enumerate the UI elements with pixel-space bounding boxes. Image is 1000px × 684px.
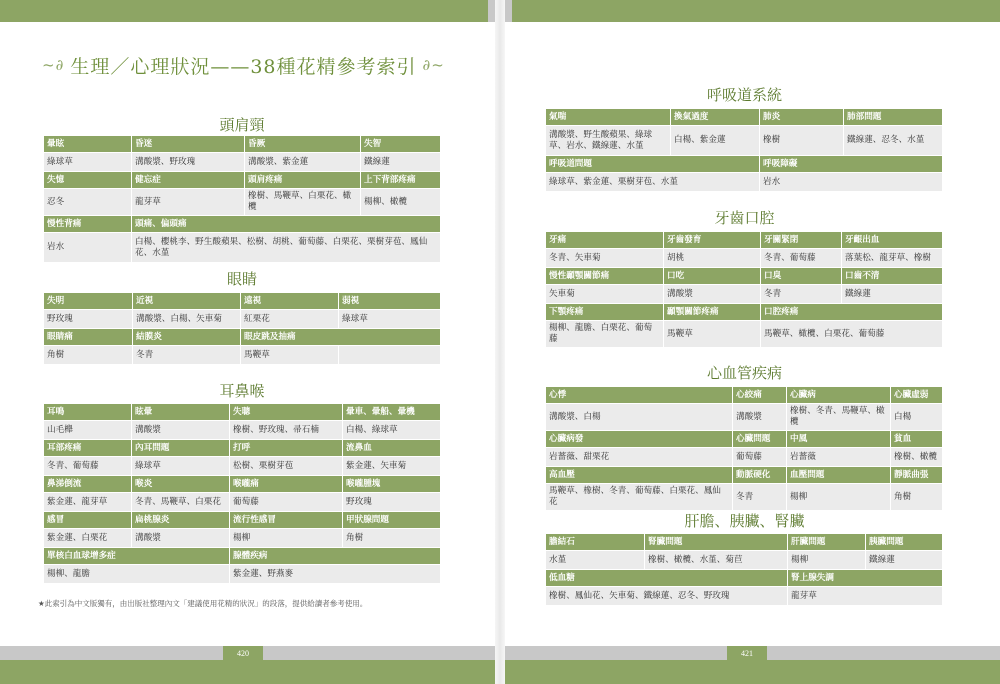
table-row bbox=[546, 173, 943, 192]
table-row bbox=[44, 404, 441, 421]
header-cell: 扁桃腺炎 bbox=[132, 512, 230, 529]
empty-cell bbox=[339, 346, 441, 365]
table-row bbox=[44, 216, 441, 233]
value-cell: 水堇 bbox=[546, 551, 645, 570]
right-swirl-icon: ∂~ bbox=[422, 56, 445, 74]
value-cell: 松樹、栗樹芽苞 bbox=[230, 457, 343, 476]
table-row bbox=[44, 329, 441, 346]
header-cell: 高血壓 bbox=[546, 467, 733, 484]
header-cell: 失憶 bbox=[44, 172, 132, 189]
value-cell: 橡樹、野玫瑰、帚石楠 bbox=[230, 421, 343, 440]
value-cell: 楊柳、龍膽、白栗花、葡萄藤 bbox=[546, 321, 664, 348]
footnote: ★此索引為中文版獨有，由出版社整理內文「建議使用花精的狀況」的段落，提供給讀者參考使用。 bbox=[38, 599, 368, 608]
header-cell: 肺炎 bbox=[760, 109, 844, 126]
value-cell: 綠球草、紫金蓮、栗樹芽苞、水堇 bbox=[546, 173, 760, 192]
value-cell: 橡樹、冬青、馬鞭草、橄欖 bbox=[787, 404, 891, 431]
value-cell: 葡萄藤 bbox=[733, 448, 787, 467]
value-cell: 橡樹、馬鞭草、白栗花、橄欖 bbox=[245, 189, 361, 216]
table-row bbox=[546, 570, 943, 587]
section-title-organ: 肝膽、胰臟、腎臟 bbox=[684, 512, 805, 530]
table-row bbox=[44, 493, 441, 512]
header-cell: 呼吸障礙 bbox=[760, 156, 943, 173]
table-row bbox=[44, 233, 441, 263]
header-cell: 動脈硬化 bbox=[733, 467, 787, 484]
header-cell: 貧血 bbox=[891, 431, 943, 448]
value-cell: 鐵線蓮 bbox=[361, 153, 441, 172]
value-cell: 野玫瑰 bbox=[343, 493, 441, 512]
right-page bbox=[505, 22, 1000, 646]
header-cell: 心臟虛弱 bbox=[891, 387, 943, 404]
value-cell: 溝酸漿 bbox=[733, 404, 787, 431]
book-gutter bbox=[495, 0, 505, 684]
header-cell: 昏迷 bbox=[132, 136, 245, 153]
table-row bbox=[44, 565, 441, 584]
header-cell: 牙關緊閉 bbox=[761, 232, 842, 249]
value-cell: 冬青、馬鞭草、白栗花 bbox=[132, 493, 230, 512]
value-cell: 角樹 bbox=[891, 484, 943, 511]
header-cell: 氣喘 bbox=[546, 109, 671, 126]
header-cell: 頭痛、偏頭痛 bbox=[132, 216, 441, 233]
page-title: ~∂ 生理／心理狀況——38種花精參考索引 ∂~ bbox=[42, 55, 445, 78]
value-cell: 冬青 bbox=[133, 346, 241, 365]
value-cell: 冬青、葡萄藤 bbox=[44, 457, 132, 476]
table-row bbox=[44, 476, 441, 493]
value-cell: 白楊、紫金蓮 bbox=[671, 126, 760, 156]
value-cell: 綠球草 bbox=[132, 457, 230, 476]
header-cell: 肺部問題 bbox=[844, 109, 943, 126]
table-row bbox=[546, 249, 943, 268]
table-row bbox=[44, 189, 441, 216]
value-cell: 綠球草 bbox=[44, 153, 132, 172]
value-cell: 紫金蓮、矢車菊 bbox=[343, 457, 441, 476]
header-cell: 腺體疾病 bbox=[230, 548, 441, 565]
header-cell: 遠視 bbox=[241, 293, 339, 310]
value-cell: 白楊 bbox=[891, 404, 943, 431]
table-row bbox=[44, 172, 441, 189]
value-cell: 溝酸漿、野生酸蘋果、綠球草、岩水、鐵線蓮、水堇 bbox=[546, 126, 671, 156]
header-cell: 健忘症 bbox=[132, 172, 245, 189]
header-cell: 膽結石 bbox=[546, 534, 645, 551]
header-cell: 牙痛 bbox=[546, 232, 664, 249]
value-cell: 冬青、矢車菊 bbox=[546, 249, 664, 268]
table-head bbox=[43, 135, 441, 263]
header-cell: 換氣過度 bbox=[671, 109, 760, 126]
value-cell: 冬青 bbox=[761, 285, 842, 304]
header-cell: 血壓問題 bbox=[787, 467, 891, 484]
value-cell: 白楊、綠球草 bbox=[343, 421, 441, 440]
header-cell: 內耳問題 bbox=[132, 440, 230, 457]
header-cell: 胰臟問題 bbox=[866, 534, 943, 551]
table-eye bbox=[43, 292, 441, 365]
header-cell: 低血糖 bbox=[546, 570, 788, 587]
value-cell: 溝酸漿、白楊、矢車菊 bbox=[133, 310, 241, 329]
header-cell: 靜脈曲張 bbox=[891, 467, 943, 484]
header-cell: 流行性感冒 bbox=[230, 512, 343, 529]
header-cell: 單核白血球增多症 bbox=[44, 548, 230, 565]
value-cell: 龍芽草 bbox=[132, 189, 245, 216]
value-cell: 忍冬 bbox=[44, 189, 132, 216]
header-cell: 口齒不清 bbox=[842, 268, 943, 285]
value-cell: 野玫瑰 bbox=[44, 310, 133, 329]
page-number-right: 421 bbox=[727, 646, 767, 662]
table-row bbox=[546, 467, 943, 484]
header-cell: 結膜炎 bbox=[133, 329, 241, 346]
value-cell: 溝酸漿 bbox=[664, 285, 761, 304]
table-row bbox=[546, 387, 943, 404]
table-row bbox=[44, 346, 441, 365]
table-organ bbox=[545, 533, 943, 606]
header-cell: 喉炎 bbox=[132, 476, 230, 493]
value-cell: 橡樹 bbox=[760, 126, 844, 156]
value-cell: 角樹 bbox=[44, 346, 133, 365]
table-row bbox=[44, 548, 441, 565]
header-cell: 顳顎關節疼痛 bbox=[664, 304, 761, 321]
header-cell: 暈眩 bbox=[44, 136, 132, 153]
header-cell: 眼睛痛 bbox=[44, 329, 133, 346]
value-cell: 楊柳、橄欖 bbox=[361, 189, 441, 216]
value-cell: 溝酸漿、白楊 bbox=[546, 404, 733, 431]
header-cell: 失明 bbox=[44, 293, 133, 310]
header-cell: 牙齦出血 bbox=[842, 232, 943, 249]
value-cell: 白楊、櫻桃李、野生酸蘋果、松樹、胡桃、葡萄藤、白栗花、栗樹芽苞、鳳仙花、水堇 bbox=[132, 233, 441, 263]
value-cell: 馬鞭草、橄欖、白栗花、葡萄藤 bbox=[761, 321, 943, 348]
value-cell: 岩水 bbox=[760, 173, 943, 192]
left-page bbox=[0, 22, 495, 646]
table-row bbox=[546, 268, 943, 285]
value-cell: 溝酸漿、紫金蓮 bbox=[245, 153, 361, 172]
section-title-ent: 耳鼻喉 bbox=[219, 382, 265, 400]
header-cell: 心絞痛 bbox=[733, 387, 787, 404]
header-cell: 感冒 bbox=[44, 512, 132, 529]
value-cell: 楊柳、龍膽 bbox=[44, 565, 230, 584]
value-cell: 紫金蓮、野燕麥 bbox=[230, 565, 441, 584]
table-row bbox=[546, 484, 943, 511]
table-row bbox=[44, 440, 441, 457]
table-row bbox=[546, 321, 943, 348]
header-cell: 下顎疼痛 bbox=[546, 304, 664, 321]
table-row bbox=[44, 136, 441, 153]
header-cell: 耳部疼痛 bbox=[44, 440, 132, 457]
value-cell: 鐵線蓮、忍冬、水堇 bbox=[844, 126, 943, 156]
table-row bbox=[546, 587, 943, 606]
page-number-left: 420 bbox=[223, 646, 263, 662]
table-row bbox=[546, 109, 943, 126]
value-cell: 綠球草 bbox=[339, 310, 441, 329]
table-row bbox=[546, 232, 943, 249]
header-cell: 上下背部疼痛 bbox=[361, 172, 441, 189]
section-title-eye: 眼睛 bbox=[226, 270, 257, 288]
header-cell: 近視 bbox=[133, 293, 241, 310]
header-cell: 眩暈 bbox=[132, 404, 230, 421]
value-cell: 橡樹、橄欖、水堇、菊苣 bbox=[645, 551, 788, 570]
table-row bbox=[546, 534, 943, 551]
value-cell: 鐵線蓮 bbox=[842, 285, 943, 304]
value-cell: 紅栗花 bbox=[241, 310, 339, 329]
header-cell: 鼻涕倒流 bbox=[44, 476, 132, 493]
table-row bbox=[44, 457, 441, 476]
header-cell: 心臟病發 bbox=[546, 431, 733, 448]
section-title-heart: 心血管疾病 bbox=[706, 364, 782, 382]
value-cell: 馬鞭草 bbox=[241, 346, 339, 365]
value-cell: 馬鞭草、橡樹、冬青、葡萄藤、白栗花、鳳仙花 bbox=[546, 484, 733, 511]
value-cell: 岩薔薇、甜栗花 bbox=[546, 448, 733, 467]
table-row bbox=[44, 310, 441, 329]
header-cell: 中風 bbox=[787, 431, 891, 448]
header-cell: 喉嚨痛 bbox=[230, 476, 343, 493]
section-title-head: 頭肩頸 bbox=[219, 116, 265, 134]
value-cell: 橡樹、鳳仙花、矢車菊、鐵線蓮、忍冬、野玫瑰 bbox=[546, 587, 788, 606]
value-cell: 角樹 bbox=[343, 529, 441, 548]
table-row bbox=[44, 293, 441, 310]
header-cell: 弱視 bbox=[339, 293, 441, 310]
header-cell: 腎上腺失調 bbox=[788, 570, 943, 587]
table-row bbox=[44, 421, 441, 440]
table-heart bbox=[545, 386, 943, 511]
table-row bbox=[546, 285, 943, 304]
header-cell: 呼吸道問題 bbox=[546, 156, 760, 173]
header-cell: 口臭 bbox=[761, 268, 842, 285]
value-cell: 龍芽草 bbox=[788, 587, 943, 606]
table-row bbox=[44, 153, 441, 172]
value-cell: 溝酸漿、野玫瑰 bbox=[132, 153, 245, 172]
header-cell: 慢性顳顎關節痛 bbox=[546, 268, 664, 285]
table-row bbox=[546, 156, 943, 173]
table-row bbox=[546, 126, 943, 156]
value-cell: 溝酸漿 bbox=[132, 421, 230, 440]
value-cell: 橡樹、橄欖 bbox=[891, 448, 943, 467]
header-cell: 打呼 bbox=[230, 440, 343, 457]
header-cell: 失聰 bbox=[230, 404, 343, 421]
header-cell: 喉嚨腫塊 bbox=[343, 476, 441, 493]
value-cell: 落葉松、龍芽草、橡樹 bbox=[842, 249, 943, 268]
table-resp bbox=[545, 108, 943, 192]
left-swirl-icon: ~∂ bbox=[42, 56, 65, 74]
value-cell: 馬鞭草 bbox=[664, 321, 761, 348]
header-cell: 眼皮跳及抽痛 bbox=[241, 329, 441, 346]
header-cell: 腎臟問題 bbox=[645, 534, 788, 551]
value-cell: 矢車菊 bbox=[546, 285, 664, 304]
value-cell: 楊柳 bbox=[788, 551, 866, 570]
table-row bbox=[546, 431, 943, 448]
table-row bbox=[44, 512, 441, 529]
value-cell: 胡桃 bbox=[664, 249, 761, 268]
value-cell: 楊柳 bbox=[787, 484, 891, 511]
value-cell: 紫金蓮、白栗花 bbox=[44, 529, 132, 548]
header-cell: 耳鳴 bbox=[44, 404, 132, 421]
value-cell: 冬青、葡萄藤 bbox=[761, 249, 842, 268]
table-teeth bbox=[545, 231, 943, 348]
value-cell: 山毛櫸 bbox=[44, 421, 132, 440]
value-cell: 楊柳 bbox=[230, 529, 343, 548]
header-cell: 頭肩疼痛 bbox=[245, 172, 361, 189]
header-cell: 口腔疼痛 bbox=[761, 304, 943, 321]
header-cell: 流鼻血 bbox=[343, 440, 441, 457]
header-cell: 心悸 bbox=[546, 387, 733, 404]
value-cell: 岩薔薇 bbox=[787, 448, 891, 467]
header-cell: 心臟病 bbox=[787, 387, 891, 404]
table-row bbox=[44, 529, 441, 548]
table-ent bbox=[43, 403, 441, 584]
table-row bbox=[546, 304, 943, 321]
header-cell: 暈車、暈船、暈機 bbox=[343, 404, 441, 421]
section-title-resp: 呼吸道系統 bbox=[706, 86, 782, 104]
section-title-teeth: 牙齒口腔 bbox=[714, 209, 775, 227]
table-row bbox=[546, 404, 943, 431]
header-cell: 心臟問題 bbox=[733, 431, 787, 448]
header-cell: 甲狀腺問題 bbox=[343, 512, 441, 529]
value-cell: 岩水 bbox=[44, 233, 132, 263]
header-cell: 肝臟問題 bbox=[788, 534, 866, 551]
value-cell: 紫金蓮、龍芽草 bbox=[44, 493, 132, 512]
value-cell: 葡萄藤 bbox=[230, 493, 343, 512]
header-cell: 牙齒發育 bbox=[664, 232, 761, 249]
table-row bbox=[546, 448, 943, 467]
value-cell: 鐵線蓮 bbox=[866, 551, 943, 570]
header-cell: 失智 bbox=[361, 136, 441, 153]
header-cell: 昏厥 bbox=[245, 136, 361, 153]
header-cell: 口吃 bbox=[664, 268, 761, 285]
header-cell: 慢性背痛 bbox=[44, 216, 132, 233]
value-cell: 溝酸漿 bbox=[132, 529, 230, 548]
table-row bbox=[546, 551, 943, 570]
value-cell: 冬青 bbox=[733, 484, 787, 511]
